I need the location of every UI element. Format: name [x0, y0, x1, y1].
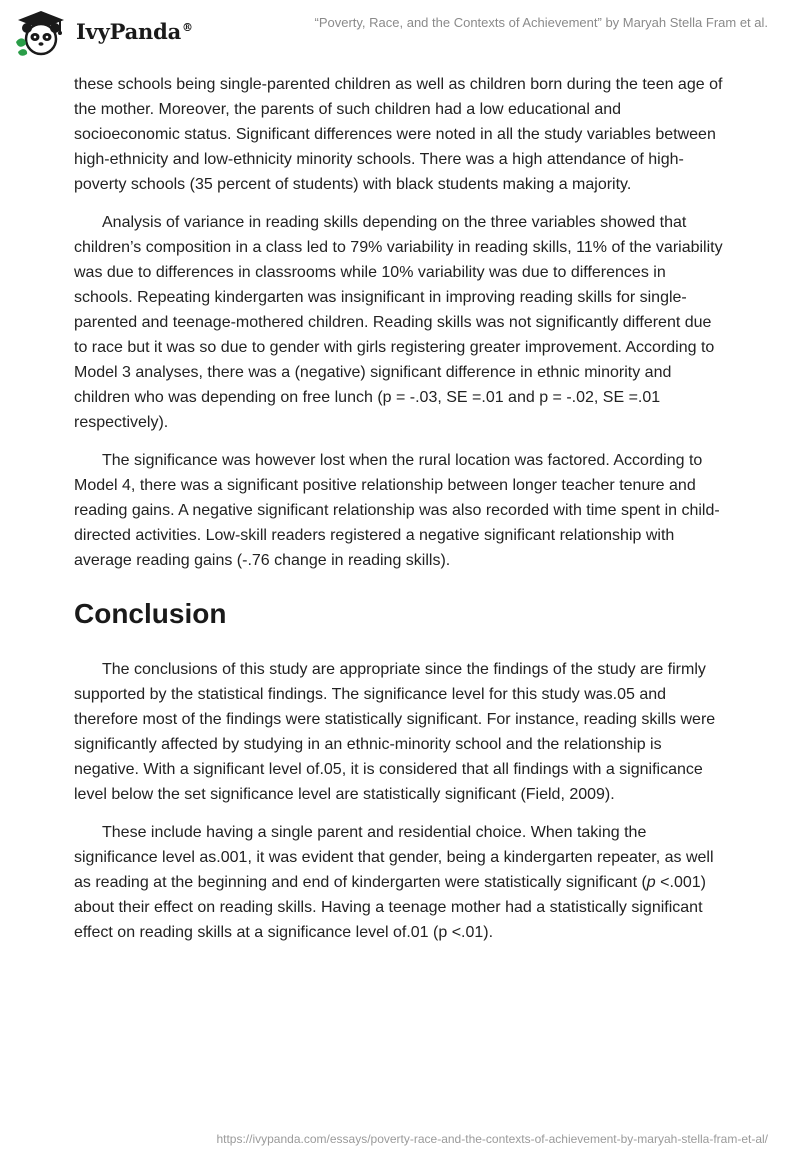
text-run: These include having a single parent and residential choice. When taking the significance level as.001, it was evident that gender, being a kindergarten repeater, as well as reading at the beginning and end of kindergarten were statistically significant (: [74, 824, 714, 891]
source-url-link[interactable]: https://ivypanda.com/essays/poverty-race-and-the-contexts-of-achievement-by-maryah-stella-fram-et-al/: [216, 1132, 768, 1146]
conclusion-paragraph: The conclusions of this study are appropriate since the findings of the study are firmly supported by the statistical findings. The significance level for this study was.05 and therefore most of the findings were statistically significant. For instance, reading skills were significantly affected by studying in an ethnic-minority school and the relationship is negative. With a significant level of.05, it is considered that all findings with a significance level below the set significance level are statistically significant (Field, 2009).: [74, 661, 716, 803]
text-run: <.001) about their effect on reading skills. Having a teenage mother had a statistically significant effect on reading skills at a significance level of.01 (p <.01).: [74, 874, 706, 941]
ivypanda-logo-icon[interactable]: [14, 8, 68, 58]
section-heading-conclusion: Conclusion: [74, 598, 227, 629]
brand-text: IvyPanda: [76, 19, 182, 44]
brand-name[interactable]: [76, 19, 193, 44]
body-paragraph: Analysis of variance in reading skills depending on the three variables showed that children’s composition in a class led to 79% variability in reading skills, 11% of the variability was due to differences in classrooms while 10% variability was due to differences in schools. Repeating kindergarten was insignificant in improving reading skills for single-parented and teenage-mothered children. Reading skills was not significantly different due to race but it was so due to gender with girls registering greater improvement. According to Model 3 analyses, there was a (negative) significant difference in ethnic minority and children who was depending on free lunch (p = -.03, SE =.01 and p = -.02, SE =.01 respectively).: [74, 214, 723, 431]
body-paragraph: these schools being single-parented children as well as children born during the teen age of the mother. Moreover, the parents of such children had a low educational and socioeconomic status. Significant differences were noted in all the study variables between high-ethnicity and low-ethnicity minority schools. There was a high attendance of high-poverty schools (35 percent of students) with black students making a majority.: [74, 76, 723, 193]
italic-symbol: p: [646, 874, 656, 891]
body-paragraph: The significance was however lost when the rural location was factored. According to Model 4, there was a significant positive relationship between longer teacher tenure and reading gains. A negative significant relationship was also recorded with time spent in child-directed activities. Low-skill readers registered a negative significant relationship with average reading gains (-.76 change in reading skills).: [74, 452, 720, 569]
registered-mark: ®: [182, 21, 193, 34]
document-body: [74, 72, 726, 958]
conclusion-paragraph: [74, 820, 726, 945]
document-running-title: “Poverty, Race, and the Contexts of Achievement” by Maryah Stella Fram et al.: [314, 15, 768, 30]
page-header: [0, 0, 800, 70]
